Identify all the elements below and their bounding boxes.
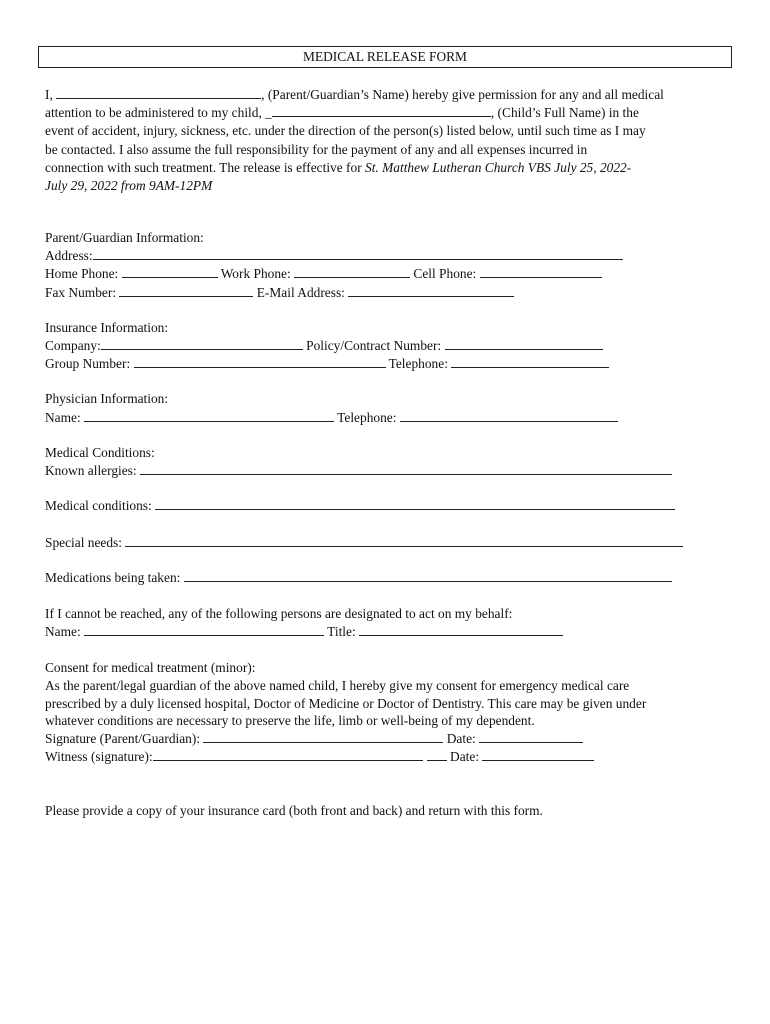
intro-paragraph — [45, 86, 735, 195]
intro-text: attention to be administered to my child, _ — [45, 105, 272, 121]
allergies-field[interactable] — [140, 462, 672, 475]
policy-label: Policy/Contract Number: — [302, 338, 445, 353]
medical-heading: Medical Conditions: — [45, 445, 155, 460]
witness-extra-field[interactable] — [427, 748, 447, 761]
designee-title-field[interactable] — [359, 623, 563, 636]
consent-text: prescribed by a duly licensed hospital, Doctor of Medicine or Doctor of Dentistry. This care may be given under — [45, 696, 647, 711]
medications-label: Medications being taken: — [45, 570, 184, 585]
form-title: MEDICAL RELEASE FORM — [38, 46, 732, 68]
intro-text: be contacted. I also assume the full responsibility for the payment of any and all expenses incurred in — [45, 141, 588, 157]
consent-heading: Consent for medical treatment (minor): — [45, 660, 256, 675]
insurance-heading: Insurance Information: — [45, 320, 169, 335]
home-phone-label: Home Phone: — [45, 266, 122, 281]
witness-date-field[interactable] — [482, 748, 594, 761]
home-phone-field[interactable] — [122, 265, 218, 278]
group-field[interactable] — [134, 355, 386, 368]
signature-field[interactable] — [203, 730, 443, 743]
witness-label: Witness (signature): — [45, 749, 153, 764]
work-phone-label: Work Phone: — [217, 266, 295, 281]
designee-name-field[interactable] — [84, 623, 324, 636]
child-name-field[interactable] — [272, 104, 491, 117]
physician-telephone-label: Telephone: — [334, 410, 400, 425]
conditions-field[interactable] — [155, 497, 675, 510]
intro-text: connection with such treatment. The release is effective for — [45, 159, 366, 175]
conditions-label: Medical conditions: — [45, 498, 156, 513]
designate-text: If I cannot be reached, any of the following persons are designated to act on my behalf: — [45, 606, 513, 621]
fax-field[interactable] — [119, 284, 253, 297]
witness-field[interactable] — [153, 748, 423, 761]
fax-label: Fax Number: — [45, 285, 120, 300]
event-name: St. Matthew Lutheran Church VBS July 25, 2022- — [365, 159, 632, 175]
consent-text: whatever conditions are necessary to preserve the life, limb or well-being of my dependent. — [45, 713, 535, 728]
address-label: Address: — [45, 248, 93, 263]
email-label: E-Mail Address: — [253, 285, 349, 300]
intro-text: event of accident, injury, sickness, etc. under the direction of the person(s) listed below, until such time as I may — [45, 123, 646, 139]
cell-phone-field[interactable] — [480, 265, 602, 278]
work-phone-field[interactable] — [294, 265, 410, 278]
group-label: Group Number: — [45, 356, 134, 371]
signature-date-label: Date: — [443, 731, 480, 746]
parent-heading: Parent/Guardian Information: — [45, 230, 204, 245]
footer-note: Please provide a copy of your insurance card (both front and back) and return with this form. — [45, 803, 543, 818]
address-field[interactable] — [93, 247, 623, 260]
intro-text: I, — [45, 87, 57, 102]
designee-title-label: Title: — [324, 624, 360, 639]
signature-date-field[interactable] — [479, 730, 583, 743]
policy-field[interactable] — [445, 337, 603, 350]
consent-text: As the parent/legal guardian of the above named child, I hereby give my consent for emergency medical care — [45, 678, 630, 693]
parent-name-field[interactable] — [56, 86, 261, 99]
witness-date-label: Date: — [446, 749, 483, 764]
special-needs-label: Special needs: — [45, 535, 126, 550]
insurance-telephone-label: Telephone: — [385, 356, 452, 371]
cell-phone-label: Cell Phone: — [410, 266, 480, 281]
special-needs-field[interactable] — [125, 534, 683, 547]
physician-name-label: Name: — [45, 410, 85, 425]
email-field[interactable] — [348, 284, 514, 297]
intro-text: , (Child’s Full Name) in the — [490, 105, 639, 121]
company-label: Company: — [45, 338, 101, 353]
physician-heading: Physician Information: — [45, 391, 169, 406]
medications-field[interactable] — [184, 569, 672, 582]
insurance-telephone-field[interactable] — [451, 355, 609, 368]
intro-text: , (Parent/Guardian’s Name) hereby give permission for any and all medical — [261, 87, 664, 102]
event-dates: July 29, 2022 from 9AM-12PM — [45, 178, 213, 194]
signature-label: Signature (Parent/Guardian): — [45, 731, 204, 746]
physician-name-field[interactable] — [84, 409, 334, 422]
designee-name-label: Name: — [45, 624, 85, 639]
allergies-label: Known allergies: — [45, 463, 140, 478]
company-field[interactable] — [101, 337, 303, 350]
physician-telephone-field[interactable] — [400, 409, 618, 422]
